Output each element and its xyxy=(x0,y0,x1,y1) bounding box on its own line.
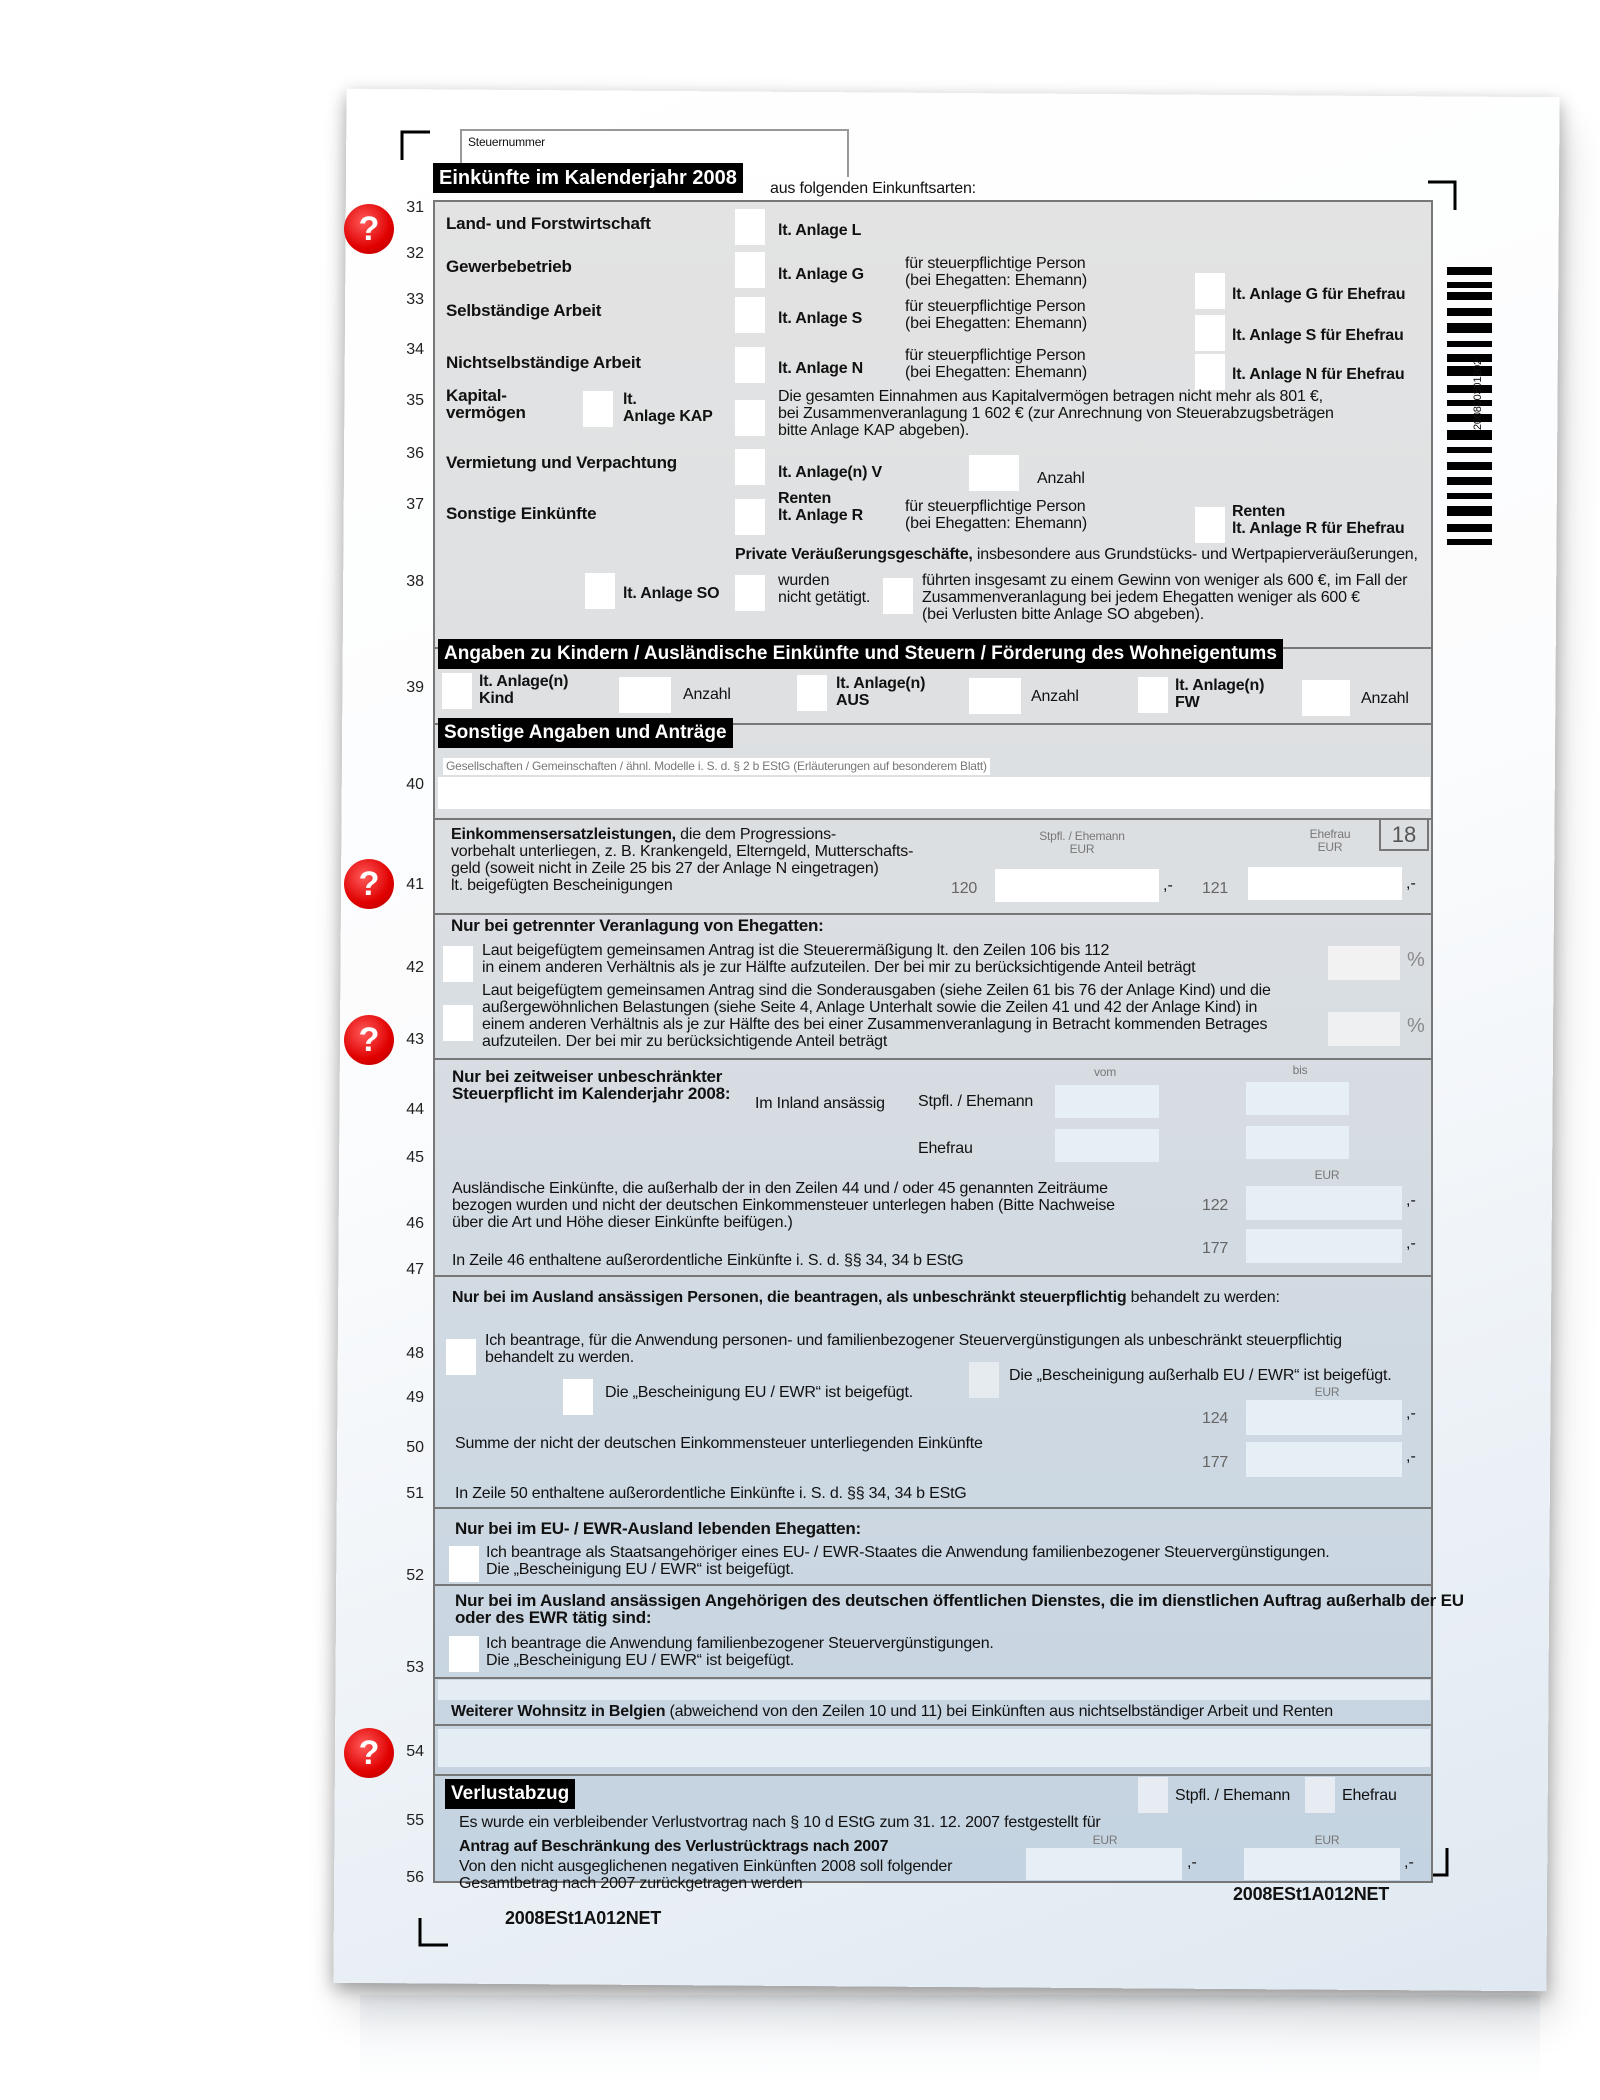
checkbox-anlage-n[interactable] xyxy=(735,347,765,383)
belgien-note xyxy=(451,1703,1333,1720)
checkbox-anlage-kap[interactable] xyxy=(583,391,613,427)
bescheinigung-ausserhalb-label: Die „Bescheinigung außerhalb EU / EWR“ ist beigefügt. xyxy=(1009,1367,1392,1384)
field-120[interactable] xyxy=(995,869,1159,902)
auslaendisch-text: Ausländische Einkünfte, die außerhalb der in den Zeilen 44 und / oder 45 genannten Zeiträume bezogen wurden und nicht der deutschen Einkommensteuer unterlegen haben (Bitte Nachweise über die Art und Höhe dieser Einkünfte beifügen.) xyxy=(452,1180,1115,1231)
field-44-vom[interactable] xyxy=(1055,1085,1159,1118)
checkbox-anlage-kind[interactable] xyxy=(442,673,472,709)
help-icon[interactable]: ? xyxy=(344,1015,394,1065)
label-anlage-s: lt. Anlage S xyxy=(778,310,863,327)
line-number: 51 xyxy=(406,1485,424,1502)
checkbox-anlage-g-ehefrau[interactable] xyxy=(1195,273,1225,309)
belgien-bold: Weiterer Wohnsitz in Belgien xyxy=(451,1703,666,1720)
label-gewerbebetrieb: Gewerbebetrieb xyxy=(446,257,572,276)
checkbox-bescheinigung-eu[interactable] xyxy=(563,1379,593,1415)
ersatzleistungen-bold: Einkommensersatzleistungen, xyxy=(451,826,676,843)
zeile50-text: In Zeile 50 enthaltene außerordentliche Einkünfte i. S. d. §§ 34, 34 b EStG xyxy=(455,1485,967,1502)
ausland-title xyxy=(452,1289,1280,1306)
checkbox-anlage-s-ehefrau[interactable] xyxy=(1195,315,1225,351)
cents-suffix: ,- xyxy=(1406,1192,1416,1209)
summe-text: Summe der nicht der deutschen Einkommensteuer unterliegenden Einkünfte xyxy=(455,1435,983,1452)
divider xyxy=(435,1507,1431,1509)
belgien-field[interactable] xyxy=(438,1729,1430,1767)
line-number: 52 xyxy=(406,1567,424,1584)
barcode-bar xyxy=(1447,493,1492,499)
percent-sign: % xyxy=(1407,949,1425,971)
label-anlage-kind: lt. Anlage(n) Kind xyxy=(479,673,569,707)
line-number: 36 xyxy=(406,445,424,462)
checkbox-anlage-aus[interactable] xyxy=(797,675,827,711)
bescheinigung-eu-label: Die „Bescheinigung EU / EWR“ ist beigefügt. xyxy=(605,1384,913,1401)
ersatzleistungen-note xyxy=(451,826,913,894)
help-icon[interactable]: ? xyxy=(344,859,394,909)
label-verlust-ehefrau: Ehefrau xyxy=(1342,1787,1397,1804)
field-45-vom[interactable] xyxy=(1055,1129,1159,1162)
line-number: 49 xyxy=(406,1389,424,1406)
form-code-left: 2008ESt1A012NET xyxy=(505,1908,662,1928)
line-number: 34 xyxy=(406,341,424,358)
anzahl-aus-field[interactable] xyxy=(969,678,1021,714)
zeile46-text: In Zeile 46 enthaltene außerordentliche Einkünfte i. S. d. §§ 34, 34 b EStG xyxy=(452,1252,964,1269)
checkbox-anlage-so[interactable] xyxy=(585,573,615,609)
divider xyxy=(435,1774,1431,1776)
checkbox-nicht-getaetigt[interactable] xyxy=(735,575,765,611)
col-ehefrau: Ehefrau EUR xyxy=(1309,827,1351,854)
label-anlage-n: lt. Anlage N xyxy=(778,360,864,377)
person-note: für steuerpflichtige Person (bei Ehegatten: Ehemann) xyxy=(905,298,1087,332)
divider xyxy=(435,1584,1431,1586)
private-veraeusserung-bold: Private Veräußerungsgeschäfte, xyxy=(735,546,973,563)
code-120: 120 xyxy=(951,880,978,897)
label-anzahl: Anzahl xyxy=(683,686,731,703)
label-anlage-s-ehefrau: lt. Anlage S für Ehefrau xyxy=(1232,327,1404,344)
code-124: 124 xyxy=(1202,1410,1229,1427)
label-bis: bis xyxy=(1292,1063,1308,1077)
line-number: 31 xyxy=(406,199,424,216)
form-code-right: 2008ESt1A012NET xyxy=(1233,1884,1390,1904)
ersatzleistungen-rest: die dem Progressions- vorbehalt unterliegen, z. B. Krankengeld, Elterngeld, Mutterschafts- geld (soweit nicht in Zeile 25 bis 27 der Anlage N eingetragen) lt. beigefügten Bescheinigungen xyxy=(451,826,914,894)
checkbox-anlage-v[interactable] xyxy=(735,449,765,485)
verlustvortrag-text: Es wurde ein verbleibender Verlustvortrag nach § 10 d EStG zum 31. 12. 2007 festgestellt für xyxy=(459,1814,1101,1831)
barcode-bar xyxy=(1447,292,1492,300)
person-note: für steuerpflichtige Person (bei Ehegatten: Ehemann) xyxy=(905,347,1087,381)
field-44-bis[interactable] xyxy=(1246,1082,1349,1115)
cents-suffix: ,- xyxy=(1404,1854,1414,1871)
line-number: 38 xyxy=(406,573,424,590)
section-title-einkuenfte: Einkünfte im Kalenderjahr 2008 xyxy=(433,163,743,193)
line-number: 32 xyxy=(406,245,424,262)
anzahl-fw-field[interactable] xyxy=(1302,680,1350,716)
cents-suffix: ,- xyxy=(1406,1235,1416,1252)
label-nichtselbstaendige-arbeit: Nichtselbständige Arbeit xyxy=(446,353,641,372)
checkbox-verlust-stpfl[interactable] xyxy=(1138,1777,1168,1813)
dienst-text: Ich beantrage die Anwendung familienbezogener Steuervergünstigungen. Die „Bescheinigung EU / EWR“ ist beigefügt. xyxy=(486,1635,994,1669)
cents-suffix: ,- xyxy=(1187,1854,1197,1871)
belgien-rest: (abweichend von den Zeilen 10 und 11) bei Einkünften aus nichtselbständiger Arbeit und Renten xyxy=(665,1703,1333,1720)
private-veraeusserung-note xyxy=(735,546,1418,563)
section-subtitle: aus folgenden Einkunftsarten: xyxy=(770,180,976,197)
checkbox-anlage-s[interactable] xyxy=(735,297,765,333)
cents-suffix: ,- xyxy=(1406,875,1416,892)
label-anlage-aus: lt. Anlage(n) AUS xyxy=(836,675,926,709)
help-icon[interactable]: ? xyxy=(344,1728,394,1778)
tax-form xyxy=(433,200,1464,1892)
line-number: 53 xyxy=(406,1659,424,1676)
label-anlage-v: lt. Anlage(n) V xyxy=(778,464,882,481)
code-121: 121 xyxy=(1202,880,1229,897)
verlustruecktrag-title: Antrag auf Beschränkung des Verlustrücktrags nach 2007 xyxy=(459,1838,889,1855)
checkbox-getrennt-42[interactable] xyxy=(443,946,473,982)
line-number: 56 xyxy=(406,1869,424,1886)
label-anlage-l: lt. Anlage L xyxy=(778,222,862,239)
zeitweise-title: Nur bei zeitweiser unbeschränkter Steuerpflicht im Kalenderjahr 2008: xyxy=(452,1067,731,1103)
dienst-title: Nur bei im Ausland ansässigen Angehörigen des deutschen öffentlichen Dienstes, die im dienstlichen Auftrag außerhalb der EU oder des EWR tätig sind: xyxy=(455,1591,1464,1627)
divider xyxy=(435,1724,1431,1726)
label-anzahl: Anzahl xyxy=(1037,470,1085,487)
corner-mark-bottom-left xyxy=(418,1918,448,1948)
label-anlage-kap: lt. Anlage KAP xyxy=(623,391,713,425)
getrennt-title: Nur bei getrennter Veranlagung von Ehegatten: xyxy=(451,916,824,935)
line-number: 43 xyxy=(406,1031,424,1048)
checkbox-kap-unter-grenze[interactable] xyxy=(735,400,765,436)
label-gesellschaften: Gesellschaften / Gemeinschaften / ähnl. Modelle i. S. d. § 2 b EStG (Erläuterungen auf besonderem Blatt) xyxy=(443,758,990,775)
checkbox-anlage-n-ehefrau[interactable] xyxy=(1195,354,1225,390)
line-number: 40 xyxy=(406,776,424,793)
divider xyxy=(435,1275,1431,1277)
barcode-number: 200800301202 xyxy=(1472,358,1484,430)
line-number: 50 xyxy=(406,1439,424,1456)
label-land-forst: Land- und Forstwirtschaft xyxy=(446,214,651,233)
barcode-bar xyxy=(1447,447,1492,453)
checkbox-anlage-fw[interactable] xyxy=(1138,677,1168,713)
label-anlage-so: lt. Anlage SO xyxy=(623,585,720,602)
getrennt-42-text: Laut beigefügtem gemeinsamen Antrag ist die Steuerermäßigung lt. den Zeilen 106 bis 112 in einem anderen Verhältnis als je zur Hälfte aufzuteilen. Der bei mir zu berücksichtigende Anteil beträgt xyxy=(482,942,1196,976)
checkbox-bescheinigung-ausserhalb[interactable] xyxy=(969,1362,999,1398)
line-number: 47 xyxy=(406,1261,424,1278)
kap-note: Die gesamten Einnahmen aus Kapitalvermögen betragen nicht mehr als 801 €, bei Zusammenveranlagung 1 602 € (zur Anrechnung von Steuerabzugsbeträgen bitte Anlage KAP abgeben). xyxy=(778,388,1334,439)
code-177: 177 xyxy=(1202,1454,1229,1471)
eu-text: Ich beantrage als Staatsangehöriger eines EU- / EWR-Staates die Anwendung familienbezogener Steuervergünstigungen. Die „Bescheinigung EU / EWR“ ist beigefügt. xyxy=(486,1544,1330,1578)
barcode-bar xyxy=(1447,282,1492,288)
label-selbstaendige-arbeit: Selbständige Arbeit xyxy=(446,301,602,320)
checkbox-oeffentlicher-dienst[interactable] xyxy=(449,1636,479,1672)
checkbox-anlage-g[interactable] xyxy=(735,252,765,288)
barcode-bar xyxy=(1447,524,1492,532)
label-stpfl-ehemann: Stpfl. / Ehemann xyxy=(918,1093,1034,1110)
field-verlust-ehefrau[interactable] xyxy=(1244,1848,1400,1880)
checkbox-eu-ehegatten[interactable] xyxy=(449,1546,479,1582)
anzahl-kind-field[interactable] xyxy=(619,677,671,713)
checkbox-getrennt-43[interactable] xyxy=(443,1005,473,1041)
anteil-42-field[interactable] xyxy=(1328,946,1400,980)
label-nicht-getaetigt: wurden nicht getätigt. xyxy=(778,572,871,606)
barcode-bar xyxy=(1447,341,1492,347)
barcode-bar xyxy=(1447,506,1492,516)
line-number: 48 xyxy=(406,1345,424,1362)
divider xyxy=(435,913,1431,915)
label-eur: EUR xyxy=(1314,1833,1340,1847)
label-anlage-g: lt. Anlage G xyxy=(778,266,864,283)
help-icon[interactable]: ? xyxy=(344,204,394,254)
cents-suffix: ,- xyxy=(1163,877,1173,894)
label-eur: EUR xyxy=(1314,1168,1340,1182)
belgien-bar xyxy=(438,1680,1430,1700)
code-177: 177 xyxy=(1202,1240,1229,1257)
steuernummer-label: Steuernummer xyxy=(468,135,545,149)
label-sonstige-einkuenfte: Sonstige Einkünfte xyxy=(446,504,597,523)
anzahl-v-field[interactable] xyxy=(969,455,1019,491)
barcode-bar xyxy=(1447,462,1492,470)
line-number: 41 xyxy=(406,876,424,893)
barcode-bar xyxy=(1447,308,1492,316)
section-title-verlustabzug: Verlustabzug xyxy=(445,1779,575,1809)
eu-title: Nur bei im EU- / EWR-Ausland lebenden Ehegatten: xyxy=(455,1519,861,1538)
line-number: 33 xyxy=(406,291,424,308)
page-number-box: 18 xyxy=(1379,818,1429,851)
line-number: 44 xyxy=(406,1101,424,1118)
section-title-kinder: Angaben zu Kindern / Ausländische Einkünfte und Steuern / Förderung des Wohneigentums xyxy=(438,639,1283,669)
barcode-bar xyxy=(1447,267,1492,275)
label-verlust-stpfl: Stpfl. / Ehemann xyxy=(1175,1787,1291,1804)
percent-sign: % xyxy=(1407,1015,1425,1037)
col-stpfl-ehemann: Stpfl. / Ehemann EUR xyxy=(1039,829,1125,856)
label-eur: EUR xyxy=(1092,1833,1118,1847)
private-veraeusserung-rest: insbesondere aus Grundstücks- und Wertpapierveräußerungen, xyxy=(972,546,1418,563)
gewinn-note: führten insgesamt zu einem Gewinn von weniger als 600 €, im Fall der Zusammenveranlagung bei jedem Ehegatten weniger als 600 € (bei Verlusten bitte Anlage SO abgeben). xyxy=(922,572,1408,623)
label-anlage-fw: lt. Anlage(n) FW xyxy=(1175,677,1265,711)
label-anzahl: Anzahl xyxy=(1031,688,1079,705)
label-eur: EUR xyxy=(1314,1385,1340,1399)
checkbox-anlage-l[interactable] xyxy=(735,209,765,245)
divider xyxy=(435,1058,1431,1060)
line-number: 37 xyxy=(406,496,424,513)
label-vom: vom xyxy=(1093,1065,1117,1079)
label-vermietung: Vermietung und Verpachtung xyxy=(446,453,677,472)
label-inland: Im Inland ansässig xyxy=(755,1095,885,1112)
field-177-a[interactable] xyxy=(1246,1229,1402,1263)
label-anlage-r: Renten lt. Anlage R xyxy=(778,490,864,524)
line-number: 42 xyxy=(406,959,424,976)
line-number: 45 xyxy=(406,1149,424,1166)
ausland-title-rest: behandelt zu werden: xyxy=(1126,1289,1280,1306)
getrennt-43-text: Laut beigefügtem gemeinsamen Antrag sind die Sonderausgaben (siehe Zeilen 61 bis 76 der Anlage Kind) und die außergewöhnlichen Belastungen (siehe Seite 4, Anlage Unterhalt sowie die Zeilen 41 und 42 der Anlage Kind) in einem anderen Verhältnis als je zur Hälfte des bei einer Zusammenveranlagung in Betracht kommenden Betrages aufzuteilen. Der bei mir zu berücksichtigende Anteil beträgt xyxy=(482,982,1271,1050)
checkbox-anlage-r-ehefrau[interactable] xyxy=(1195,507,1225,543)
anteil-43-field[interactable] xyxy=(1328,1012,1400,1046)
label-anlage-g-ehefrau: lt. Anlage G für Ehefrau xyxy=(1232,286,1406,303)
label-anlage-n-ehefrau: lt. Anlage N für Ehefrau xyxy=(1232,366,1405,383)
person-note: für steuerpflichtige Person (bei Ehegatten: Ehemann) xyxy=(905,255,1087,289)
line-number: 55 xyxy=(406,1812,424,1829)
line-number: 46 xyxy=(406,1215,424,1232)
divider xyxy=(435,818,1431,820)
person-note: für steuerpflichtige Person (bei Ehegatten: Ehemann) xyxy=(905,498,1087,532)
barcode-bar xyxy=(1447,539,1492,545)
label-ehefrau: Ehefrau xyxy=(918,1140,973,1157)
field-verlust-stpfl[interactable] xyxy=(1026,1848,1182,1880)
section-title-sonstige: Sonstige Angaben und Anträge xyxy=(438,718,733,748)
verlustruecktrag-text: Von den nicht ausgeglichenen negativen Einkünften 2008 soll folgender Gesamtbetrag nach 2007 zurückgetragen werden xyxy=(459,1858,953,1892)
label-anzahl: Anzahl xyxy=(1361,690,1409,707)
label-anlage-r-ehefrau: Renten lt. Anlage R für Ehefrau xyxy=(1232,503,1405,537)
field-124[interactable] xyxy=(1246,1400,1402,1435)
cents-suffix: ,- xyxy=(1406,1405,1416,1422)
field-122[interactable] xyxy=(1246,1186,1402,1220)
checkbox-unbeschraenkt-48[interactable] xyxy=(446,1339,476,1375)
corner-mark-top-left xyxy=(400,130,430,160)
code-122: 122 xyxy=(1202,1197,1229,1214)
cents-suffix: ,- xyxy=(1406,1448,1416,1465)
ausland-title-bold: Nur bei im Ausland ansässigen Personen, die beantragen, als unbeschränkt steuerpflichtig xyxy=(452,1289,1127,1306)
beantrage-48-text: Ich beantrage, für die Anwendung personen- und familienbezogener Steuervergünstigungen als unbeschränkt steuerpflichtig behandelt zu werden. xyxy=(485,1332,1342,1366)
barcode-bar xyxy=(1447,430,1492,440)
label-kapitalvermoegen: Kapital- vermögen xyxy=(446,386,526,422)
barcode-bar xyxy=(1447,323,1492,333)
field-121[interactable] xyxy=(1248,867,1402,900)
divider xyxy=(435,1677,1431,1679)
line-number: 35 xyxy=(406,392,424,409)
field-177-b[interactable] xyxy=(1246,1442,1402,1477)
checkbox-verlust-ehefrau[interactable] xyxy=(1305,1777,1335,1813)
checkbox-anlage-r[interactable] xyxy=(735,499,765,535)
sheet-reflection xyxy=(360,1995,1540,2085)
gesellschaften-field[interactable] xyxy=(438,777,1430,809)
line-number: 54 xyxy=(406,1743,424,1760)
field-45-bis[interactable] xyxy=(1246,1126,1349,1159)
checkbox-gewinn-unter-600[interactable] xyxy=(883,578,913,614)
barcode-bar xyxy=(1447,477,1492,485)
line-number: 39 xyxy=(406,679,424,696)
